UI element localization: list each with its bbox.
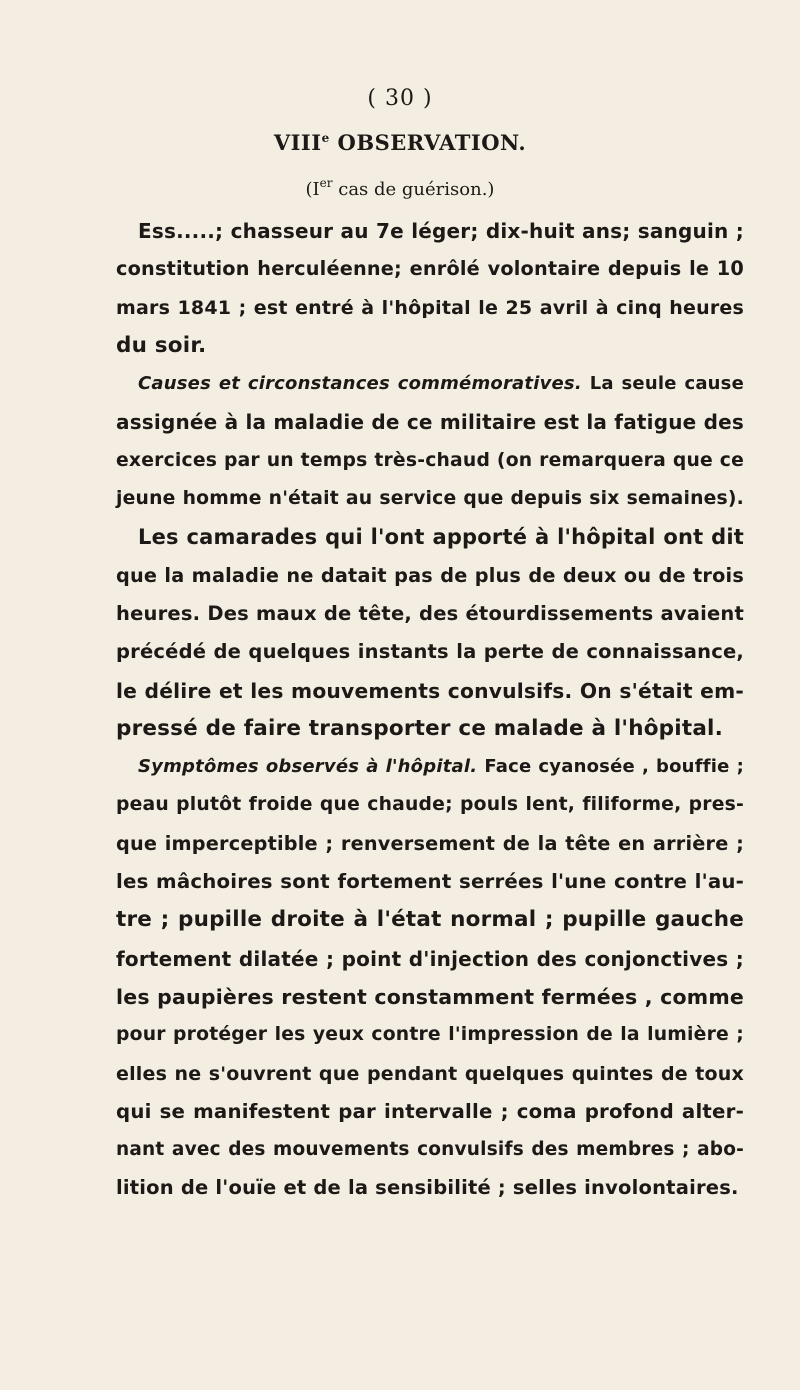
text-line	[116, 978, 744, 1016]
line-text: mars 1841 ; est entré à l'hôpital le 25 avril à cinq heures	[116, 296, 744, 319]
line-text: du soir.	[116, 332, 207, 358]
line-text: les paupières restent constamment fermées , comme	[116, 984, 744, 1009]
text-line	[116, 748, 744, 786]
line-text: elles ne s'ouvrent que pendant quelques quintes de toux	[116, 1062, 744, 1085]
observation-subtitle	[0, 176, 800, 200]
text-line	[116, 557, 744, 595]
section-heading-italic: Causes et circonstances commémoratives.	[138, 373, 582, 395]
text-line	[116, 901, 744, 939]
line-text: Ess.....; chasseur au 7e léger; dix-huit ans; sanguin ;	[138, 219, 744, 243]
line-text: exercices par un temps très-chaud (on remarquera que ce	[116, 449, 744, 471]
line-text: heures. Des maux de tête, des étourdissements avaient	[116, 601, 744, 625]
line-text: La seule cause	[581, 373, 744, 395]
text-line	[116, 633, 744, 671]
text-line	[116, 940, 744, 978]
text-line	[116, 212, 744, 250]
text-line	[116, 1093, 744, 1131]
text-line	[116, 1169, 744, 1207]
line-text: que la maladie ne datait pas de plus de deux ou de trois	[116, 563, 744, 587]
heading-title: OBSERVATION.	[329, 130, 527, 155]
text-line	[116, 250, 744, 288]
text-line	[116, 518, 744, 556]
line-text: assignée à la maladie de ce militaire est la fatigue des	[116, 410, 744, 435]
line-text: précédé de quelques instants la perte de connaissance,	[116, 640, 744, 664]
body-text	[116, 212, 744, 1208]
text-line	[116, 863, 744, 901]
text-line	[116, 1055, 744, 1093]
line-text: nant avec des mouvements convulsifs des membres ; abo-	[116, 1139, 744, 1161]
text-line	[116, 825, 744, 863]
subtitle-open: (I	[305, 179, 320, 200]
subtitle-rest: cas de guérison.)	[332, 179, 495, 200]
line-text: pour protéger les yeux contre l'impression de la lumière ;	[116, 1024, 744, 1046]
line-text: Les camarades qui l'ont apporté à l'hôpital ont dit	[138, 525, 744, 550]
line-text: les mâchoires sont fortement serrées l'une contre l'au-	[116, 870, 744, 894]
line-text: jeune homme n'était au service que depuis six semaines).	[116, 488, 744, 510]
line-text: qui se manifestent par intervalle ; coma profond alter-	[116, 1099, 744, 1123]
text-line	[116, 289, 744, 327]
line-text: Face cyanosée , bouffie ;	[477, 756, 744, 778]
text-line	[116, 710, 744, 748]
line-text: lition de l'ouïe et de la sensibilité ; selles involontaires.	[116, 1176, 739, 1200]
line-text: pressé de faire transporter ce malade à l'hôpital.	[116, 715, 723, 741]
observation-heading	[0, 130, 800, 155]
heading-superscript: e	[321, 131, 330, 145]
text-line	[116, 595, 744, 633]
text-line	[116, 1016, 744, 1054]
subtitle-superscript: er	[319, 176, 333, 190]
text-line	[116, 442, 744, 480]
page-number: ( 30 )	[367, 86, 433, 111]
text-line	[116, 1131, 744, 1169]
section-heading-italic: Symptômes observés à l'hôpital.	[138, 756, 478, 778]
heading-numeral: VIII	[273, 130, 322, 155]
line-text: le délire et les mouvements convulsifs. On s'était em-	[116, 678, 744, 703]
text-line	[116, 327, 744, 365]
text-line	[116, 672, 744, 710]
line-text: peau plutôt froide que chaude; pouls lent, filiforme, pres-	[116, 794, 744, 816]
text-line	[116, 365, 744, 403]
line-text: constitution herculéenne; enrôlé volontaire depuis le 10	[116, 257, 744, 281]
line-text: tre ; pupille droite à l'état normal ; pupille gauche	[116, 907, 744, 933]
text-line	[116, 786, 744, 824]
text-line	[116, 480, 744, 518]
line-text: fortement dilatée ; point d'injection des conjonctives ;	[116, 946, 744, 971]
line-text: que imperceptible ; renversement de la tête en arrière ;	[116, 831, 744, 855]
text-line	[116, 403, 744, 441]
